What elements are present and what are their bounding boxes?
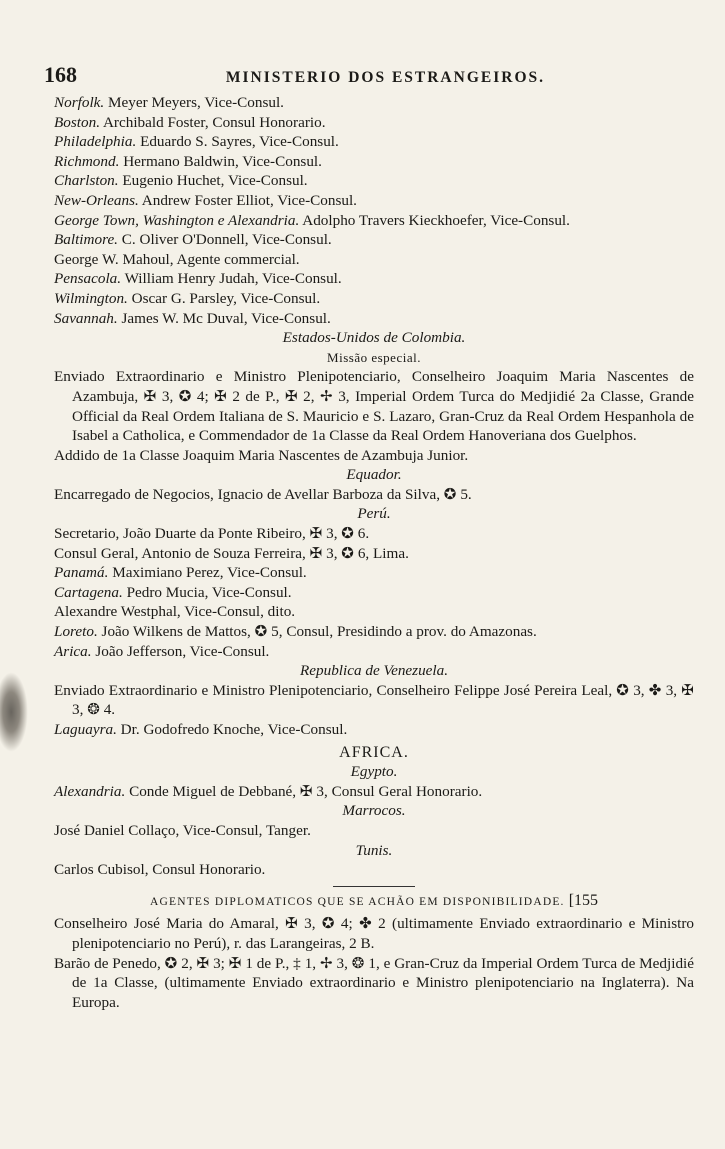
venezuela-laguayra [54,720,694,740]
entry-text: João Wilkens de Mattos, ✪ 5, Consul, Presidindo a prov. do Amazonas. [97,623,537,641]
consular-entry [54,211,694,231]
subheading-marrocos: Marrocos. [342,802,406,820]
page-header [44,62,695,88]
subheading-missao-especial: Missão especial. [327,349,421,365]
entry-text: Pedro Mucia, Vice-Consul. [122,583,292,601]
entry-place: Laguayra. [54,721,117,738]
entry-text: Alexandre Westphal, Vice-Consul, dito. [54,603,296,621]
subheading-tunis: Tunis. [355,841,393,859]
consular-entry [54,524,694,544]
consular-entry [54,583,694,603]
colombia-enviado: Enviado Extraordinario e Ministro Plenipotenciario, Conselheiro Joaquim Maria Nascentes de Azambuja, ✠ 3, ✪ 4; ✠ 2 de P., ✠ 2, ✢ 3, Imperial Ordem Turca do Medjidié 2a Classe, Grande Official da Real Ordem Italiana de S. Mauricio e S. Lazaro, Gran-Cruz da Real Ordem Hespanhola de Isabel a Catholica, e Commendador de 1a Classe da Real Ordem Hanoveriana dos Guelphos. [54,368,694,445]
consular-entry [54,230,694,250]
marrocos-entry: José Daniel Collaço, Vice-Consul, Tanger. [54,821,311,839]
peru-entries [54,524,694,661]
consular-entry [54,191,694,211]
agentes-entries [54,914,694,1012]
subheading-egypto: Egypto. [350,763,398,781]
entry-text: Conde Miguel de Debbané, ✠ 3, Consul Geral Honorario. [125,782,483,800]
entry-text: Maximiano Perez, Vice-Consul. [108,564,307,582]
entry-place: Pensacola. [54,270,122,288]
entry-text: Dr. Godofredo Knoche, Vice-Consul. [116,721,348,738]
consular-entry [54,602,694,622]
consular-entry [54,289,694,309]
section-heading-africa: AFRICA. [339,743,409,761]
section-divider [333,886,415,887]
consular-entry [54,269,694,289]
entry-text: Eduardo S. Sayres, Vice-Consul. [136,133,339,151]
egypto-alexandria [54,782,694,802]
consular-entry [54,171,694,191]
entry-text: James W. Mc Duval, Vice-Consul. [117,309,331,327]
agente-entry: Barão de Penedo, ✪ 2, ✠ 3; ✠ 1 de P., ‡ 1, ✢ 3, ❂ 1, e Gran-Cruz da Imperial Ordem Turca de Medjidié de 1a Classe, (ultimamente Enviado extraordinario e Ministro plenipotenciario na Inglaterra). Na Europa. [54,954,694,1011]
running-title: MINISTERIO DOS ESTRANGEIROS. [225,69,545,86]
entry-text: João Jefferson, Vice-Consul. [91,642,270,660]
section-heading-venezuela: Republica de Venezuela. [299,662,449,680]
entry-place: Philadelphia. [54,133,137,151]
consular-entry [54,622,694,642]
entry-place: Norfolk. [54,94,105,111]
colombia-addido: Addido de 1a Classe Joaquim Maria Nascentes de Azambuja Junior. [54,446,469,464]
entry-place: George Town, Washington e Alexandria. [54,211,300,229]
page-edge-stain [0,672,28,752]
consular-entry [54,642,694,662]
consular-entry [54,250,694,270]
entry-place: Baltimore. [54,231,118,249]
equador-encarregado: Encarregado de Negocios, Ignacio de Avellar Barboza da Silva, ✪ 5. [54,485,472,503]
page-body [54,93,694,1012]
entry-place: Cartagena. [54,583,123,601]
entry-text: Andrew Foster Elliot, Vice-Consul. [138,191,357,209]
consular-entry [54,113,694,133]
entry-place: Charlston. [54,172,119,190]
entry-text: Meyer Meyers, Vice-Consul. [104,94,284,111]
section-heading-equador: Equador. [346,466,402,484]
entry-place: Arica. [54,642,92,660]
section-heading-peru: Perú. [357,505,391,523]
consular-entry [54,93,694,113]
entry-text: Secretario, João Duarte da Ponte Ribeiro, ✠ 3, ✪ 6. [54,525,370,543]
entry-text: Adolpho Travers Kieckhoefer, Vice-Consul. [299,211,570,229]
entry-place: Richmond. [54,152,120,170]
entry-text: Oscar G. Parsley, Vice-Consul. [127,289,321,307]
entry-text: George W. Mahoul, Agente commercial. [54,250,300,268]
entry-place: Boston. [54,113,100,131]
consular-entry [54,152,694,172]
consular-entry [54,132,694,152]
entry-text: Eugenio Huchet, Vice-Consul. [118,172,308,190]
entry-place: Loreto. [54,623,98,641]
entry-place: Panamá. [54,564,109,582]
section-heading-colombia: Estados-Unidos de Colombia. [282,329,466,347]
entry-place: Alexandria. [54,782,126,800]
entry-text: Hermano Baldwin, Vice-Consul. [119,152,322,170]
entry-text: C. Oliver O'Donnell, Vice-Consul. [117,231,332,249]
reference-mark: [155 [568,891,599,909]
united-states-consulates [54,93,694,328]
agente-entry: Conselheiro José Maria do Amaral, ✠ 3, ✪ 4; ✤ 2 (ultimamente Enviado extraordinario e Ministro plenipotenciario no Perú), r. das Larangeiras, 2 B. [54,915,694,952]
entry-place: Wilmington. [54,289,128,307]
entry-text: Consul Geral, Antonio de Souza Ferreira, ✠ 3, ✪ 6, Lima. [54,544,409,562]
page-number: 168 [44,62,77,87]
consular-entry [54,563,694,583]
entry-text: William Henry Judah, Vice-Consul. [121,270,342,288]
entry-place: New-Orleans. [54,191,139,209]
tunis-entry: Carlos Cubisol, Consul Honorario. [54,861,266,879]
entry-place: Savannah. [54,309,118,327]
consular-entry [54,309,694,329]
venezuela-enviado: Enviado Extraordinario e Ministro Plenipotenciario, Conselheiro Felippe José Pereira Leal, ✪ 3, ✤ 3, ✠ 3, ❂ 4. [54,681,694,719]
entry-text: Archibald Foster, Consul Honorario. [100,113,326,131]
agentes-title: AGENTES DIPLOMATICOS QUE SE ACHÃO EM DISPONIBILIDADE. [149,895,565,908]
agentes-heading [54,891,694,913]
consular-entry [54,544,694,564]
